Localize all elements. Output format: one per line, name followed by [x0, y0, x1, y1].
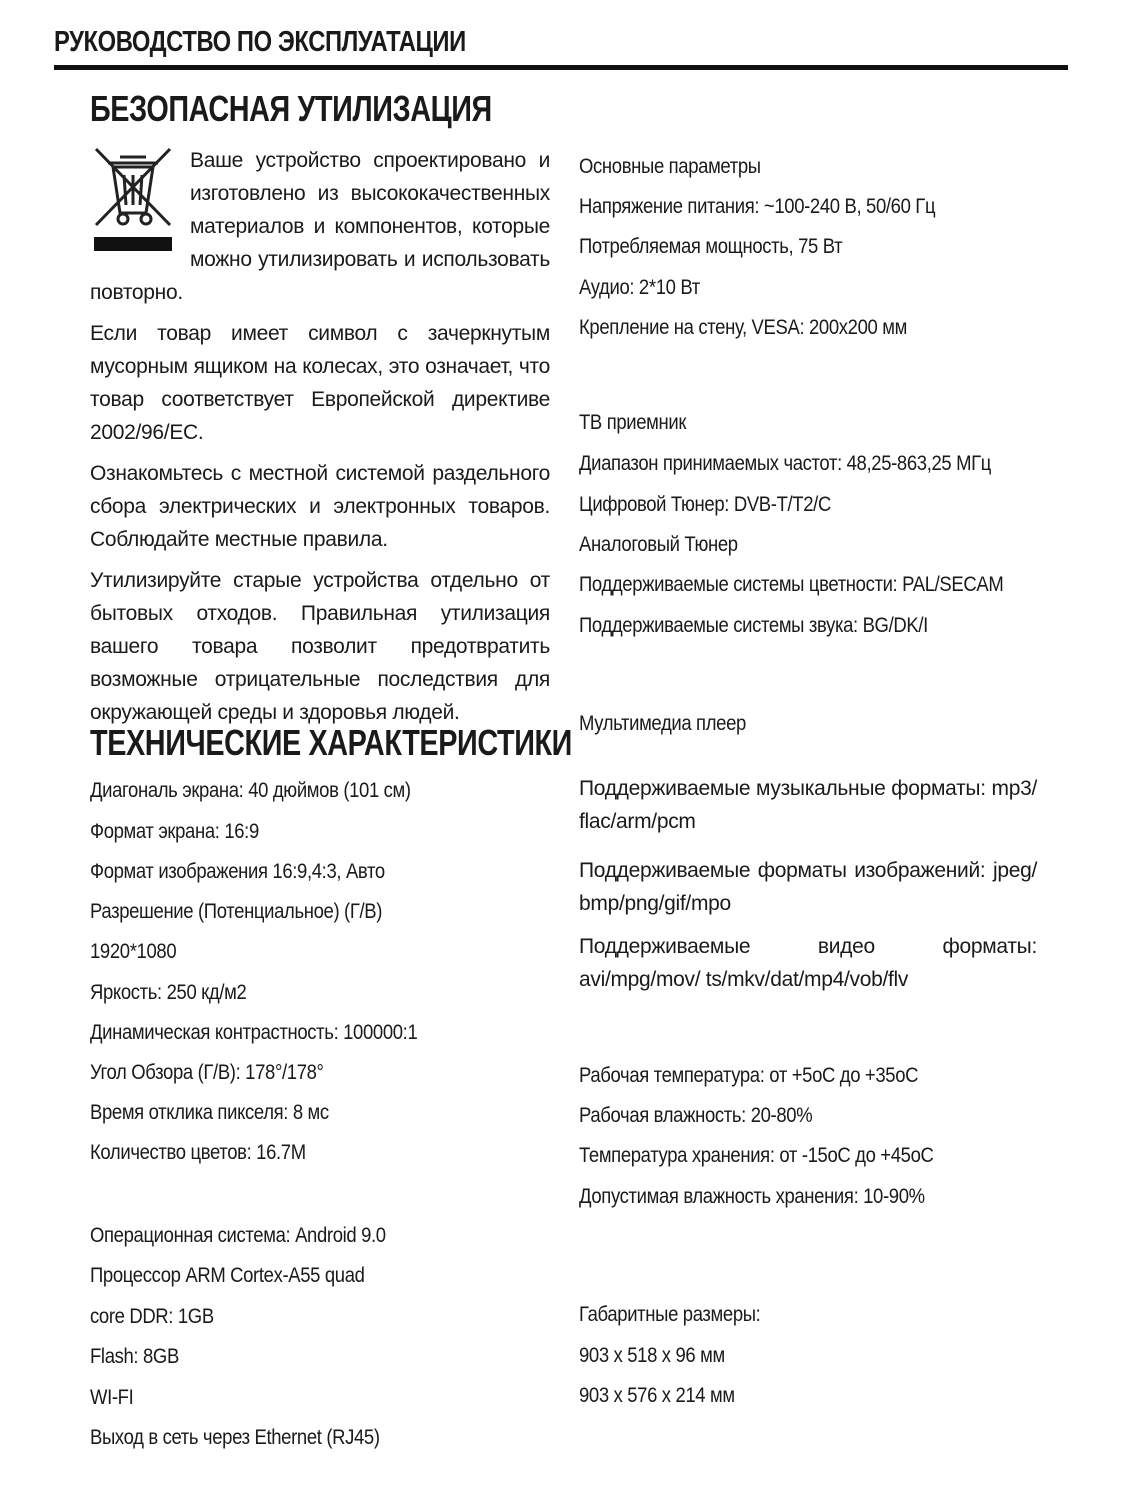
spec-line: Формат изображения 16:9,4:3, Авто	[90, 860, 385, 883]
spec-line: Угол Обзора (Г/В): 178°/178°	[90, 1061, 324, 1084]
spec-line: Яркость: 250 кд/м2	[90, 981, 247, 1004]
spec-line: Допустимая влажность хранения: 10-90%	[579, 1185, 925, 1208]
spec-line: Цифровой Тюнер: DVB-T/T2/C	[579, 493, 831, 516]
spec-line: Формат экрана: 16:9	[90, 820, 259, 843]
spec-line: Разрешение (Потенциальное) (Г/В)	[90, 900, 383, 923]
page-header	[54, 26, 1068, 70]
spec-line: Динамическая контрастность: 100000:1	[90, 1021, 418, 1044]
spec-line: Аудио: 2*10 Вт	[579, 276, 700, 299]
spec-group-title: Мультимедиа плеер	[579, 712, 746, 735]
spec-line: Диапазон принимаемых частот: 48,25-863,25 МГц	[579, 452, 992, 475]
specs-title: ТЕХНИЧЕСКИЕ ХАРАКТЕРИСТИКИ	[90, 722, 572, 763]
spec-group-title: Габаритные размеры:	[579, 1303, 761, 1326]
disposal-paragraph-4: Утилизируйте старые устройства отдельно от бытовых отходов. Правильная утилизация вашего товара позволит предотвратить возможные отрицательные последствия для окружающей среды и здоровья людей.	[90, 569, 550, 724]
disposal-paragraph-1: Ваше устройство спроектировано и изготовлено из высококачественных материалов и компонентов, которые можно утилизировать и использовать повторно.	[90, 149, 550, 304]
disposal-title: БЕЗОПАСНАЯ УТИЛИЗАЦИЯ	[90, 88, 492, 129]
spec-line: Напряжение питания: ~100-240 В, 50/60 Гц	[579, 195, 936, 218]
spec-line: 903 х 518 х 96 мм	[579, 1344, 725, 1367]
spec-group-title: Основные параметры	[579, 155, 761, 178]
spec-line: Выход в сеть через Ethernet (RJ45)	[90, 1426, 380, 1449]
spec-line: Flash: 8GB	[90, 1345, 179, 1368]
spec-line: Операционная система: Android 9.0	[90, 1224, 386, 1247]
disposal-paragraph-2: Если товар имеет символ с зачеркнутым мусорным ящиком на колесах, это означает, что товар соответствует Европейской директиве 2002/96/ЕС.	[90, 322, 550, 444]
disposal-text	[90, 144, 550, 729]
spec-line: Количество цветов: 16.7M	[90, 1141, 306, 1164]
spec-group-title: ТВ приемник	[579, 411, 687, 434]
spec-line: Поддерживаемые системы звука: BG/DK/I	[579, 614, 928, 637]
spec-line: 903 х 576 х 214 мм	[579, 1384, 735, 1407]
spec-line: 1920*1080	[90, 940, 177, 963]
spec-line: WI-FI	[90, 1386, 134, 1409]
spec-line: Время отклика пикселя: 8 мс	[90, 1101, 329, 1124]
spec-line: Потребляемая мощность, 75 Вт	[579, 235, 843, 258]
spec-line: Диагональ экрана: 40 дюймов (101 см)	[90, 779, 411, 802]
disposal-paragraph-3: Ознакомьтесь с местной системой раздельного сбора электрических и электронных товаров. Соблюдайте местные правила.	[90, 462, 550, 551]
spec-line: Процессор ARM Cortex-A55 quad	[90, 1264, 365, 1287]
spec-line: core DDR: 1GB	[90, 1305, 214, 1328]
spec-music-formats: Поддерживаемые музыкальные форматы: mp3/ flac/arm/pcm	[579, 777, 1037, 833]
spec-image-formats: Поддерживаемые форматы изображений: jpeg/ bmp/png/gif/mpo	[579, 859, 1037, 915]
spec-line: Рабочая влажность: 20-80%	[579, 1104, 813, 1127]
icon-spacer	[90, 144, 190, 264]
spec-video-formats: Поддерживаемые видео форматы: avi/mpg/mov/ ts/mkv/dat/mp4/vob/flv	[579, 935, 1037, 991]
spec-line: Аналоговый Тюнер	[579, 533, 738, 556]
page-header-title: РУКОВОДСТВО ПО ЭКСПЛУАТАЦИИ	[54, 26, 466, 58]
spec-line: Крепление на стену, VESA: 200х200 мм	[579, 316, 907, 339]
spec-line: Температура хранения: от -15оС до +45оС	[579, 1144, 934, 1167]
spec-line: Поддерживаемые системы цветности: PAL/SECAM	[579, 573, 1004, 596]
spec-line: Рабочая температура: от +5оС до +35оС	[579, 1064, 919, 1087]
